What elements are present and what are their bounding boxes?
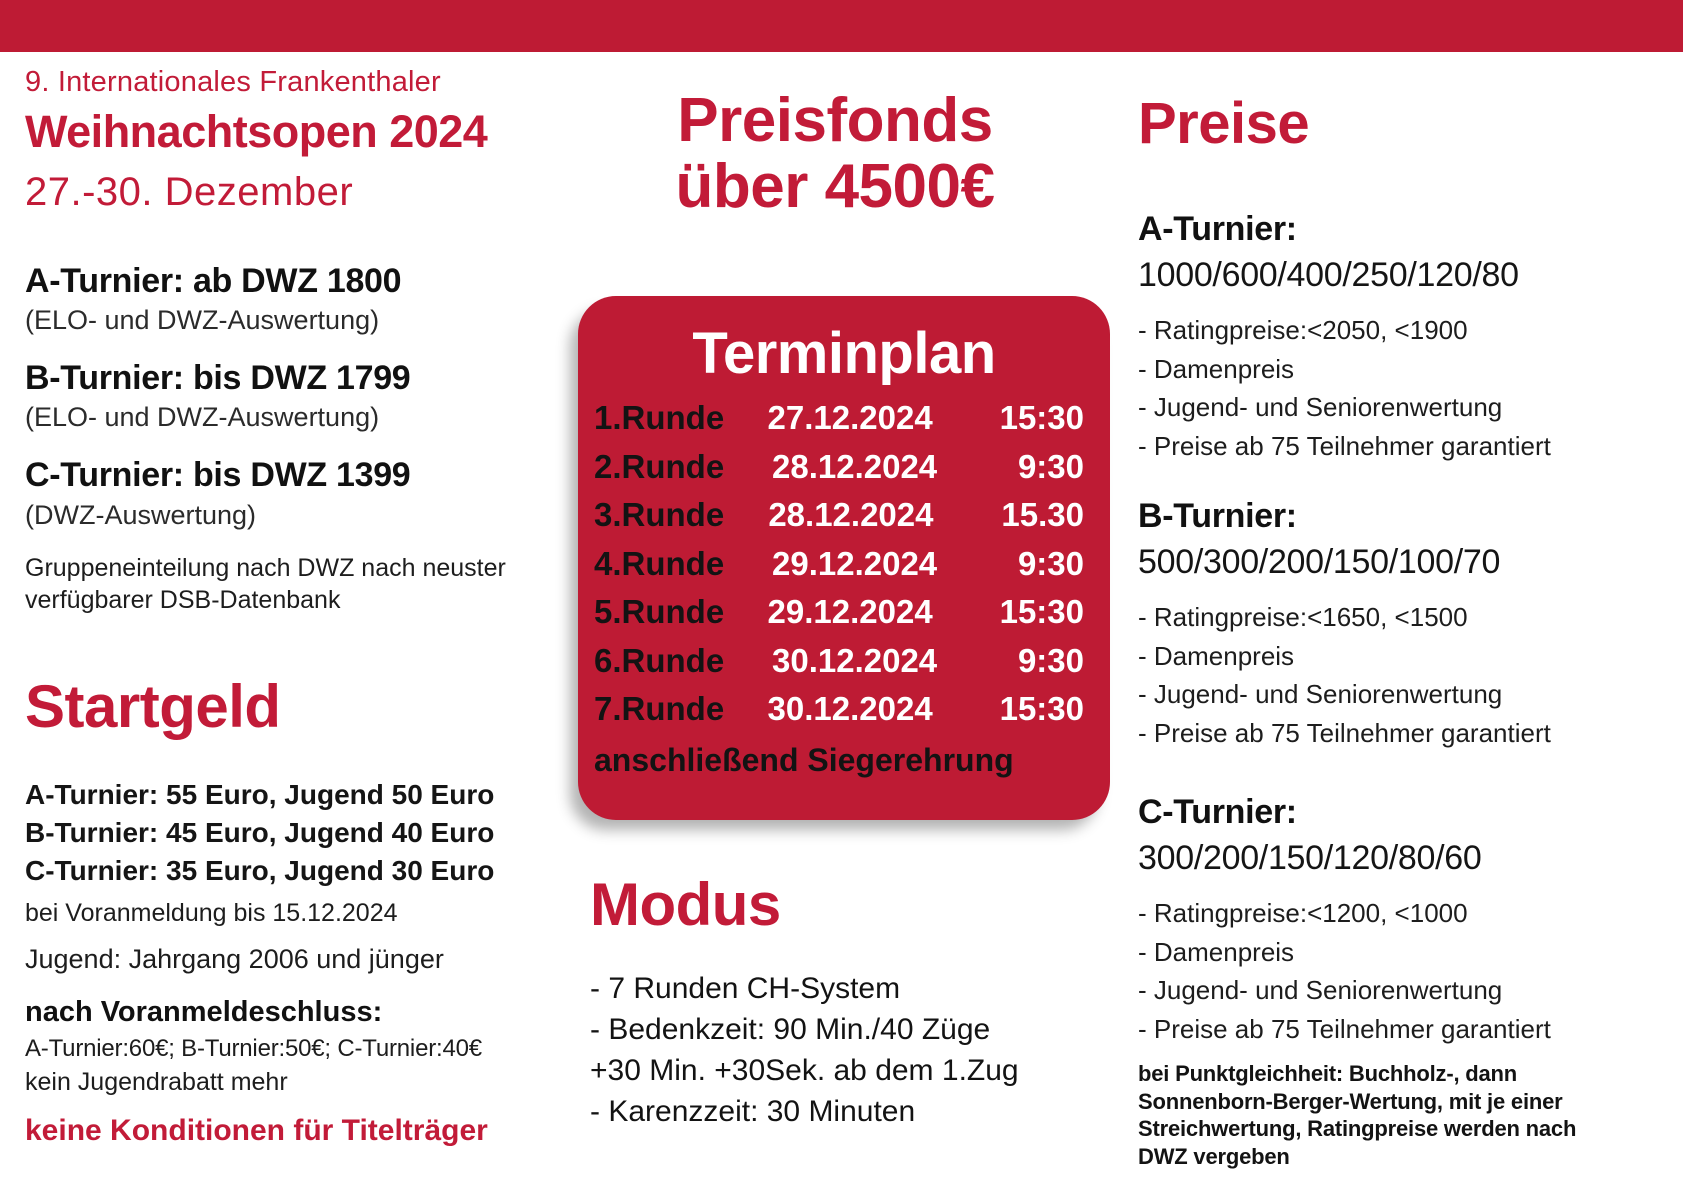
terminplan-card bbox=[578, 296, 1110, 820]
prize-group-a bbox=[1138, 210, 1551, 465]
a-turnier-title: A-Turnier: ab DWZ 1800 bbox=[25, 262, 402, 300]
prize-group-title: A-Turnier: bbox=[1138, 210, 1297, 248]
prize-bullet: - Jugend- und Seniorenwertung bbox=[1138, 392, 1503, 422]
event-name: Weihnachtsopen 2024 bbox=[25, 106, 488, 157]
prize-bullet-list bbox=[1138, 311, 1551, 465]
tiebreak-note: bei Punktgleichheit: Buchholz-, dann Sonnenborn-Berger-Wertung, mit je einer Streichwertung, Ratingpreise werden nach DWZ vergeben bbox=[1138, 1061, 1577, 1169]
prize-fund-heading bbox=[560, 88, 1110, 220]
round-time: 15:30 bbox=[999, 593, 1084, 630]
round-date: 29.12.2024 bbox=[772, 544, 938, 582]
prize-bullet: - Jugend- und Seniorenwertung bbox=[1138, 679, 1503, 709]
round-date: 27.12.2024 bbox=[767, 399, 933, 436]
table-row bbox=[594, 545, 1084, 594]
round-time: 9:30 bbox=[1017, 544, 1084, 582]
prize-bullet: - Preise ab 75 Teilnehmer garantiert bbox=[1138, 430, 1551, 461]
modus-line: +30 Min. +30Sek. ab dem 1.Zug bbox=[590, 1054, 1019, 1087]
prize-group-c bbox=[1138, 793, 1551, 1048]
prize-amounts: 300/200/150/120/80/60 bbox=[1138, 839, 1482, 877]
fee-deadline-note: bei Voranmeldung bis 15.12.2024 bbox=[25, 899, 398, 927]
b-turnier-title: B-Turnier: bis DWZ 1799 bbox=[25, 359, 411, 397]
fee-b-turnier: B-Turnier: 45 Euro, Jugend 40 Euro bbox=[25, 817, 495, 848]
prize-bullet: - Damenpreis bbox=[1138, 353, 1295, 384]
prize-group-title: B-Turnier: bbox=[1138, 497, 1297, 535]
prize-bullet: - Damenpreis bbox=[1138, 936, 1295, 967]
round-date: 29.12.2024 bbox=[767, 593, 933, 630]
table-row bbox=[594, 448, 1084, 497]
modus-list bbox=[590, 968, 1019, 1132]
round-date: 30.12.2024 bbox=[767, 690, 933, 727]
round-label: 7.Runde bbox=[594, 690, 725, 727]
modus-line: - Karenzzeit: 30 Minuten bbox=[590, 1095, 916, 1128]
terminplan-heading: Terminplan bbox=[692, 321, 996, 386]
round-date: 30.12.2024 bbox=[772, 641, 938, 679]
preise-heading: Preise bbox=[1138, 91, 1310, 156]
event-dates: 27.-30. Dezember bbox=[25, 170, 354, 214]
modus-line: - Bedenkzeit: 90 Min./40 Züge bbox=[590, 1013, 991, 1046]
prize-bullet: - Ratingpreise:<1200, <1000 bbox=[1138, 898, 1468, 928]
award-ceremony-note: anschließend Siegerehrung bbox=[594, 741, 1014, 778]
round-time: 15.30 bbox=[1001, 496, 1084, 533]
round-label: 2.Runde bbox=[594, 447, 725, 485]
prize-bullet: - Damenpreis bbox=[1138, 640, 1295, 671]
round-time: 15:30 bbox=[999, 399, 1084, 436]
c-turnier-title: C-Turnier: bis DWZ 1399 bbox=[25, 456, 411, 494]
prize-bullet: - Preise ab 75 Teilnehmer garantiert bbox=[1138, 1013, 1551, 1044]
round-time: 9:30 bbox=[1017, 641, 1084, 679]
late-registration-fees: A-Turnier:60€; B-Turnier:50€; C-Turnier:40€ bbox=[25, 1035, 482, 1062]
round-date: 28.12.2024 bbox=[768, 496, 934, 533]
prize-bullet: - Ratingpreise:<1650, <1500 bbox=[1138, 602, 1468, 632]
prize-bullet: - Preise ab 75 Teilnehmer garantiert bbox=[1138, 717, 1551, 748]
startgeld-fee-list bbox=[25, 776, 494, 890]
round-label: 4.Runde bbox=[594, 544, 725, 582]
table-row bbox=[594, 690, 1084, 739]
fee-c-turnier: C-Turnier: 35 Euro, Jugend 30 Euro bbox=[25, 855, 495, 886]
round-label: 6.Runde bbox=[594, 641, 725, 679]
modus-line: - 7 Runden CH-System bbox=[590, 972, 901, 1005]
prize-group-b bbox=[1138, 497, 1551, 752]
prize-amounts: 500/300/200/150/100/70 bbox=[1138, 543, 1501, 581]
table-row bbox=[594, 642, 1084, 691]
youth-definition-note: Jugend: Jahrgang 2006 und jünger bbox=[25, 944, 444, 974]
prize-bullet-list bbox=[1138, 598, 1551, 752]
a-turnier-rating-note: (ELO- und DWZ-Auswertung) bbox=[25, 305, 380, 335]
prize-group-title: C-Turnier: bbox=[1138, 793, 1297, 831]
round-label: 5.Runde bbox=[594, 593, 725, 630]
b-turnier-rating-note: (ELO- und DWZ-Auswertung) bbox=[25, 402, 380, 432]
modus-heading: Modus bbox=[590, 871, 781, 938]
table-row bbox=[594, 496, 1084, 545]
late-registration-heading: nach Voranmeldeschluss: bbox=[25, 996, 383, 1028]
top-red-bar bbox=[0, 0, 1683, 52]
fee-a-turnier: A-Turnier: 55 Euro, Jugend 50 Euro bbox=[25, 779, 495, 810]
round-time: 15:30 bbox=[999, 690, 1084, 727]
prize-bullet: - Jugend- und Seniorenwertung bbox=[1138, 975, 1503, 1005]
prize-fund-line1: Preisfonds bbox=[677, 86, 993, 155]
grouping-note: Gruppeneinteilung nach DWZ nach neuster verfügbarer DSB-Datenbank bbox=[25, 554, 506, 614]
startgeld-heading: Startgeld bbox=[25, 673, 281, 740]
titled-players-note: keine Konditionen für Titelträger bbox=[25, 1114, 488, 1147]
late-registration-note: kein Jugendrabatt mehr bbox=[25, 1068, 288, 1096]
prize-bullet: - Ratingpreise:<2050, <1900 bbox=[1138, 315, 1468, 345]
table-row bbox=[594, 399, 1084, 448]
prize-amounts: 1000/600/400/250/120/80 bbox=[1138, 256, 1519, 294]
round-time: 9:30 bbox=[1017, 447, 1084, 485]
table-row bbox=[594, 593, 1084, 642]
round-label: 1.Runde bbox=[594, 399, 725, 436]
terminplan-table bbox=[578, 399, 1110, 739]
event-series: 9. Internationales Frankenthaler bbox=[25, 66, 441, 98]
prize-fund-line2: über 4500€ bbox=[675, 152, 995, 221]
c-turnier-rating-note: (DWZ-Auswertung) bbox=[25, 500, 257, 530]
prize-bullet-list bbox=[1138, 894, 1551, 1048]
round-label: 3.Runde bbox=[594, 496, 725, 533]
round-date: 28.12.2024 bbox=[772, 447, 938, 485]
